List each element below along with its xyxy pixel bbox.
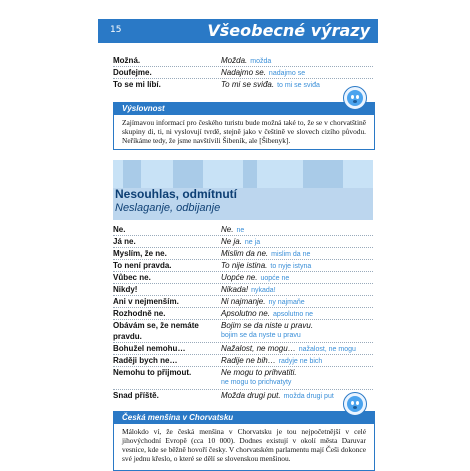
- list-item: [113, 367, 373, 389]
- info-box-text: Málokdo ví, že česká menšina v Chorvatsku je tou nejpočetnější v celé jihovýchodní Evropě (cca 10 000). Dodnes existují v okolí města Daruvar vesnice, kde se běžně hovoří česky. V chorvatském parlamentu mají Češi dokonce své jednu křeslo, o které se dělí se slovenskou menšinou.: [122, 427, 366, 463]
- pronunciation: ne mogu to prichvatyty: [221, 379, 292, 386]
- czech-phrase: Já ne.: [113, 237, 136, 246]
- list-item: [113, 343, 373, 354]
- list-item: [113, 260, 373, 271]
- info-box-header: [114, 412, 374, 424]
- pronunciation: ny najmaňe: [268, 299, 305, 306]
- section-title: Nesouhlas, odmítnutí: [115, 187, 238, 201]
- croatian-phrase: Nikada! nykada!: [221, 285, 276, 294]
- czech-phrase: Nikdy!: [113, 285, 138, 294]
- pronunciation: radyje ne bich: [278, 358, 323, 365]
- list-item: [113, 67, 373, 78]
- czech-phrase: Bohužel nemohu…: [113, 344, 186, 353]
- list-item: [113, 284, 373, 295]
- list-item: [113, 79, 373, 90]
- czech-phrase: Obávám se, že nemáte pravdu.: [113, 321, 199, 341]
- pronunciation: ne: [236, 227, 245, 234]
- list-item: [113, 308, 373, 319]
- smiley-icon: [343, 392, 367, 416]
- pronunciation: možda drugi put: [283, 393, 334, 400]
- croatian-phrase: Nadajmo se. nadajmo se: [221, 68, 306, 77]
- list-item: [113, 272, 373, 283]
- croatian-phrase: Uopće ne. uopće ne: [221, 273, 290, 282]
- info-box-title: Česká menšina v Chorvatsku: [122, 413, 234, 422]
- page-number: 15: [110, 25, 122, 35]
- list-item: [113, 390, 373, 401]
- list-item: [113, 248, 373, 259]
- czech-phrase: Raději bych ne…: [113, 356, 178, 365]
- page-title: Všeobecné výrazy: [207, 21, 370, 40]
- czech-phrase: Nemohu to přijmout.: [113, 368, 192, 377]
- croatian-phrase: Možda. možda: [221, 56, 272, 65]
- croatian-phrase: Ne mogu to prihvatiti.: [221, 368, 297, 377]
- czech-phrase: Snad příště.: [113, 391, 159, 400]
- list-item: [113, 236, 373, 247]
- czech-phrase: Rozhodně ne.: [113, 309, 166, 318]
- croatian-phrase: Ne ja. ne ja: [221, 237, 261, 246]
- list-item: [113, 224, 373, 235]
- pronunciation: nažalost, ne mogu: [298, 346, 356, 353]
- czech-phrase: Možná.: [113, 56, 141, 65]
- croatian-phrase: To mi se sviđa. to mi se sviđa: [221, 80, 320, 89]
- info-box-title: Výslovnost: [122, 104, 165, 113]
- czech-phrase: To není pravda.: [113, 261, 172, 270]
- croatian-phrase: Ni najmanje. ny najmaňe: [221, 297, 305, 306]
- pronunciation: uopće ne: [260, 275, 290, 282]
- section-subtitle: Neslaganje, odbijanje: [115, 202, 221, 214]
- pronunciation: mislim da ne: [271, 251, 311, 258]
- info-box-pronunciation: [113, 102, 375, 150]
- czech-phrase: To se mi líbí.: [113, 80, 161, 89]
- croatian-phrase: Mislim da ne. mislim da ne: [221, 249, 311, 258]
- list-item: [113, 296, 373, 307]
- croatian-phrase: Bojim se da niste u pravu.: [221, 321, 314, 330]
- pronunciation: to mi se sviđa: [277, 82, 320, 89]
- czech-phrase: Vůbec ne.: [113, 273, 151, 282]
- pronunciation: apsolutno ne: [272, 311, 314, 318]
- list-item: [113, 55, 373, 66]
- croatian-phrase: Možda drugi put. možda drugi put: [221, 391, 334, 400]
- croatian-phrase: Ne. ne: [221, 225, 245, 234]
- page-header: [98, 19, 378, 43]
- croatian-phrase: Apsolutno ne. apsolutno ne: [221, 309, 314, 318]
- croatian-phrase: Nažalost, ne mogu… nažalost, ne mogu: [221, 344, 356, 353]
- list-item: [113, 355, 373, 366]
- pronunciation: ne ja: [244, 239, 261, 246]
- info-box-text: Zajímavou informací pro českého turistu bude možná také to, že se v chorvatštině skupiny di, ti, ni vyslovují tvrdě, stejně jako v češtině ve slovech cizího původu. Neříkáme tedy, že jsme navštívili Šibeník, ale [Šibenyk].: [122, 118, 366, 145]
- pronunciation: možda: [250, 58, 272, 65]
- czech-phrase: Myslím, že ne.: [113, 249, 167, 258]
- pronunciation: bojim se da nyste u pravu: [221, 332, 301, 339]
- croatian-phrase: To nije istina. to nyje istyna: [221, 261, 312, 270]
- section-header: [113, 160, 373, 220]
- list-item: [113, 320, 373, 342]
- info-box-header: [114, 103, 374, 115]
- croatian-phrase: Radije ne bih… radyje ne bich: [221, 356, 323, 365]
- pronunciation: nykada!: [251, 287, 276, 294]
- czech-phrase: Ani v nejmenším.: [113, 297, 179, 306]
- info-box-czech-minority: [113, 411, 375, 471]
- smiley-icon: [343, 86, 367, 110]
- czech-phrase: Ne.: [113, 225, 126, 234]
- pronunciation: nadajmo se: [268, 70, 306, 77]
- pronunciation: to nyje istyna: [270, 263, 312, 270]
- czech-phrase: Doufejme.: [113, 68, 152, 77]
